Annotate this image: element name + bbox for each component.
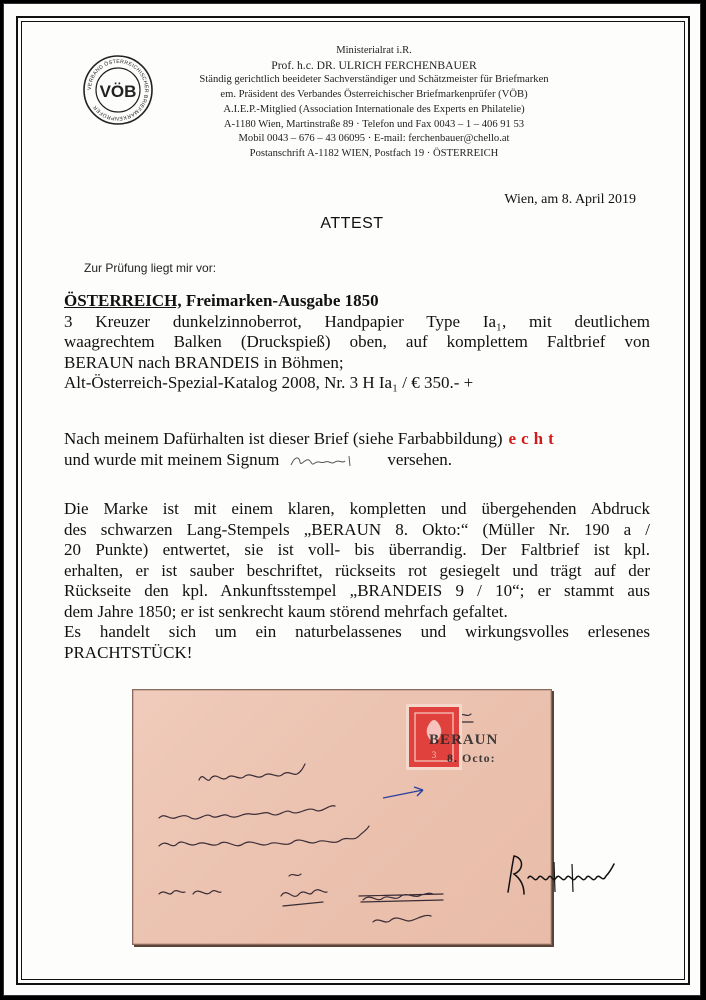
- description-line: Rückseite den kpl. Ankunftsstempel „BRANDEIS 9 / 10“; er stammt aus: [64, 581, 650, 600]
- letterhead-line: Ministerialrat i.R.: [336, 45, 412, 56]
- letterhead-line: em. Präsident des Verbandes Österreichischer Briefmarkenprüfer (VÖB): [220, 89, 528, 101]
- logo-text: VÖB: [99, 82, 137, 101]
- description-line: erhalten, er ist sauber beschriftet, rückseits rot gesiegelt und trägt auf der: [64, 560, 650, 580]
- letterhead: [164, 44, 584, 162]
- intro-text: Zur Prüfung liegt mir vor:: [84, 261, 217, 275]
- postmark-town: BERAUN: [429, 732, 499, 748]
- svg-text:3: 3: [431, 750, 437, 760]
- description-line: Es handelt sich um ein naturbelassenes und wirkungsvolles erlesenes: [64, 622, 650, 641]
- expert-signature: [494, 844, 644, 904]
- item-line: 3 Kreuzer dunkelzinnoberrot, Handpapier Type Ia₁, mit deutlichem: [64, 311, 650, 331]
- opinion-text: Nach meinem Dafürhalten ist dieser Brief (siehe Farbabbildung): [64, 429, 503, 448]
- detailed-description: [64, 499, 650, 663]
- item-line: waagrechtem Balken (Druckspieß) oben, auf komplettem Faltbrief von: [64, 332, 650, 351]
- certificate-date: Wien, am 8. April 2019: [504, 192, 636, 207]
- signum-signature: [287, 452, 357, 470]
- description-line: dem Jahre 1850; er ist senkrecht kaum störend mehrfach gefaltet.: [64, 601, 508, 621]
- certificate-title: ATTEST: [320, 215, 384, 232]
- cover-photo: [132, 689, 552, 945]
- verdict-echt: echt: [508, 429, 559, 448]
- item-issue: Freimarken-Ausgabe 1850: [181, 291, 379, 310]
- opinion-text: und wurde mit meinem Signum: [64, 449, 280, 469]
- description-line: Die Marke ist mit einem klaren, kompletten und übergehenden Abdruck: [64, 499, 650, 518]
- postmark: [429, 731, 498, 767]
- description-line: 20 Punkte) entwertet, sie ist voll- bis überrandig. Der Faltbrief ist kpl.: [64, 540, 650, 559]
- item-line: Alt-Österreich-Spezial-Katalog 2008, Nr. 3 H Ia₁ / € 350.- +: [64, 373, 474, 392]
- opinion-block: [64, 429, 650, 470]
- letterhead-line: A-1180 Wien, Martinstraße 89 · Telefon und Fax 0043 – 1 – 406 91 53: [223, 118, 525, 130]
- expert-name: Prof. h.c. DR. ULRICH FERCHENBAUER: [271, 58, 477, 72]
- letterhead-line: Mobil 0043 – 676 – 43 06095 · E-mail: ferchenbauer@chello.at: [238, 133, 510, 145]
- item-country: ÖSTERREICH,: [64, 291, 182, 310]
- postmark-date: 8. Octo:: [447, 751, 496, 765]
- description-line: des schwarzen Lang-Stempels „BERAUN 8. Okto:“ (Müller Nr. 190 a /: [64, 519, 650, 539]
- cover-handwriting: [133, 690, 551, 944]
- letterhead-line: A.I.E.P.-Mitglied (Association Internationale des Experts en Philatelie): [223, 103, 525, 115]
- letterhead-line: Ständig gerichtlich beeideter Sachverständiger und Schätzmeister für Briefmarken: [199, 74, 549, 86]
- letterhead-line: Postanschrift A-1182 WIEN, Postfach 19 · ÖSTERREICH: [249, 147, 499, 159]
- item-line: BERAUN nach BRANDEIS in Böhmen;: [64, 352, 344, 372]
- logo-ring-text: VERBAND ÖSTERREICHISCHER BRIEFMARKENPRÜFER: [86, 58, 150, 122]
- opinion-text: versehen.: [387, 449, 452, 469]
- item-heading: [64, 291, 650, 312]
- item-description: [64, 291, 650, 394]
- opinion-line: [64, 429, 650, 450]
- certificate-sheet: [3, 3, 701, 996]
- voeb-logo: [82, 54, 154, 126]
- description-line: PRACHTSTÜCK!: [64, 642, 193, 662]
- opinion-line: [64, 450, 650, 471]
